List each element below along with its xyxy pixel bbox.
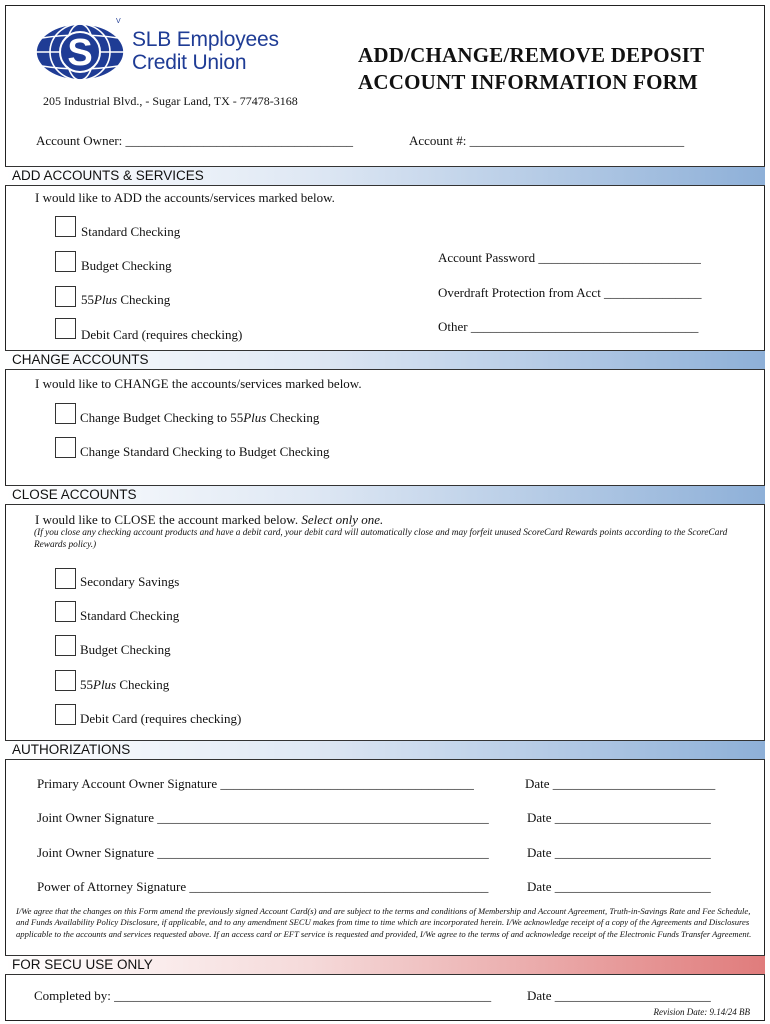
change-budget-to-55plus-checkbox[interactable] <box>55 403 76 424</box>
close-debit-card-label: Debit Card (requires checking) <box>80 711 242 726</box>
joint-owner-2-date-field[interactable]: Date ________________________ <box>527 845 711 860</box>
agreement-text: I/We agree that the changes on this Form amend the previously signed Account Card(s) and are subject to the terms and conditions of Membership and Account Agreement, Truth-in-Savings Rate and Fee Schedule, and Funds Availability Policy Disclosure, if applicable, and to any amendment SECU makes from time to time which are incorporated herein. I/We acknowledge receipt of a copy of the Agreements and Disclosures applicable to the accounts and services requested above. If an access card or EFT service is requested and provided, I/We agree to the terms of and acknowledge receipt of the Electronic Funds Transfer Agreement. <box>16 906 752 939</box>
add-budget-checking-checkbox[interactable] <box>55 251 76 272</box>
close-secondary-savings-label: Secondary Savings <box>80 574 180 589</box>
primary-owner-date-field[interactable]: Date _________________________ <box>525 776 716 791</box>
completed-by-field[interactable]: Completed by: __________________________________________________________ <box>34 988 492 1003</box>
close-standard-checking-checkbox[interactable] <box>55 601 76 622</box>
address-line: 205 Industrial Blvd., - Sugar Land, TX - 77478-3168 <box>43 94 298 108</box>
add-debit-card-label: Debit Card (requires checking) <box>81 327 243 342</box>
add-other-field[interactable]: Other ___________________________________ <box>438 319 699 334</box>
globe-s-logo-icon <box>34 22 126 82</box>
close-plus-word: Plus <box>93 677 117 692</box>
joint-owner-1-date-field[interactable]: Date ________________________ <box>527 810 711 825</box>
add-debit-card-checkbox[interactable] <box>55 318 76 339</box>
close-secondary-savings-checkbox[interactable] <box>55 568 76 589</box>
add-standard-checking-checkbox[interactable] <box>55 216 76 237</box>
logo-wordmark <box>132 28 279 74</box>
power-of-attorney-date-field[interactable]: Date ________________________ <box>527 879 711 894</box>
joint-owner-1-signature-field[interactable]: Joint Owner Signature ___________________________________________________ <box>37 810 489 825</box>
close-plus-suffix: Checking <box>119 677 170 692</box>
joint-owner-2-signature-field[interactable]: Joint Owner Signature ___________________________________________________ <box>37 845 489 860</box>
change-budget-to-55plus-label <box>80 410 319 426</box>
form-title <box>358 42 704 96</box>
change-intro: I would like to CHANGE the accounts/services marked below. <box>35 376 362 391</box>
add-budget-checking-label: Budget Checking <box>81 258 172 273</box>
form-title-line-1: ADD/CHANGE/REMOVE DEPOSIT <box>358 43 705 67</box>
svg-text:S: S <box>67 32 93 74</box>
plus-word: Plus <box>94 292 118 307</box>
change-standard-to-budget-label: Change Standard Checking to Budget Checking <box>80 444 330 459</box>
close-intro-text: I would like to CLOSE the account marked below. <box>35 512 299 527</box>
change-item1-post: Checking <box>266 410 320 425</box>
add-55plus-checking-label <box>81 292 170 308</box>
plus-prefix: 55 <box>81 292 94 307</box>
overdraft-protection-field[interactable]: Overdraft Protection from Acct _______________ <box>438 285 702 300</box>
close-debit-note: (If you close any checking account products and have a debit card, your debit card will automatically close and may forfeit unused ScoreCard Rewards points according to the ScoreCard Rewards policy.) <box>34 528 728 550</box>
plus-suffix: Checking <box>120 292 171 307</box>
section-secu-use-only: FOR SECU USE ONLY <box>5 955 765 975</box>
trademark-mark: V <box>116 18 121 25</box>
close-standard-checking-label: Standard Checking <box>80 608 180 623</box>
close-budget-checking-label: Budget Checking <box>80 642 171 657</box>
close-55plus-checking-checkbox[interactable] <box>55 670 76 691</box>
close-intro <box>35 512 383 528</box>
power-of-attorney-signature-field[interactable]: Power of Attorney Signature ______________________________________________ <box>37 879 489 894</box>
section-change-accounts: CHANGE ACCOUNTS <box>5 350 765 370</box>
account-number-field[interactable]: Account #: _________________________________ <box>409 133 685 148</box>
close-intro-italic: Select only one. <box>301 512 384 527</box>
change-item1-plus: Plus <box>243 410 267 425</box>
logo-line-1: SLB Employees <box>132 28 279 51</box>
account-owner-field[interactable]: Account Owner: ___________________________________ <box>36 133 354 148</box>
secu-date-field[interactable]: Date ________________________ <box>527 988 711 1003</box>
add-intro: I would like to ADD the accounts/services marked below. <box>35 190 335 205</box>
credit-union-logo <box>34 18 306 84</box>
form-title-line-2: ACCOUNT INFORMATION FORM <box>358 70 699 94</box>
section-close-accounts: CLOSE ACCOUNTS <box>5 485 765 505</box>
add-standard-checking-label: Standard Checking <box>81 224 181 239</box>
close-55plus-checking-label <box>80 677 169 693</box>
change-item1-pre: Change Budget Checking to 55 <box>80 410 244 425</box>
add-55plus-checking-checkbox[interactable] <box>55 286 76 307</box>
section-authorizations: AUTHORIZATIONS <box>5 740 765 760</box>
revision-date: Revision Date: 9.14/24 BB <box>653 1007 750 1017</box>
close-debit-card-checkbox[interactable] <box>55 704 76 725</box>
account-password-field[interactable]: Account Password _________________________ <box>438 250 701 265</box>
primary-owner-signature-field[interactable]: Primary Account Owner Signature _______________________________________ <box>37 776 474 791</box>
section-add-accounts: ADD ACCOUNTS & SERVICES <box>5 166 765 186</box>
close-plus-prefix: 55 <box>80 677 93 692</box>
change-standard-to-budget-checkbox[interactable] <box>55 437 76 458</box>
close-budget-checking-checkbox[interactable] <box>55 635 76 656</box>
logo-line-2: Credit Union <box>132 51 247 74</box>
